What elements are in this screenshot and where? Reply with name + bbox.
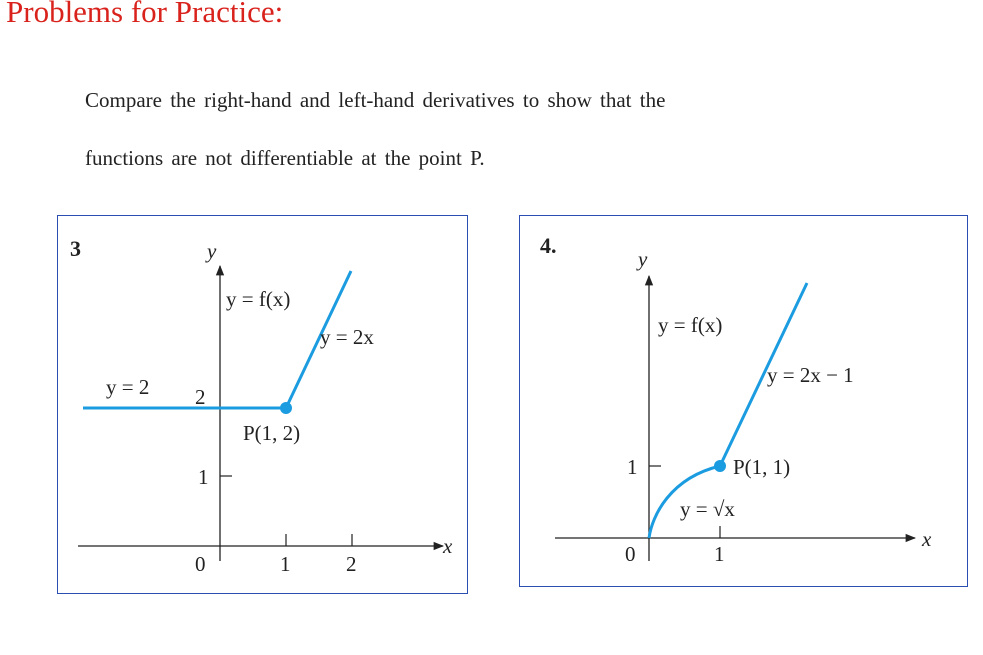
- page-title: Problems for Practice:: [6, 0, 284, 29]
- y-axis-label: y: [207, 239, 217, 263]
- x-axis-label: x: [443, 534, 453, 558]
- y-axis-label: y: [638, 247, 648, 271]
- function-label: y = f(x): [226, 287, 291, 311]
- right-piece-label: y = 2x: [320, 325, 374, 349]
- instruction-line-1: Compare the right-hand and left-hand derivatives to show that the: [85, 88, 666, 112]
- point-label: P(1, 2): [243, 421, 301, 445]
- point-p: [714, 460, 726, 472]
- problem-3-graph-panel: [57, 215, 468, 594]
- origin-label: 0: [195, 552, 206, 576]
- origin-label: 0: [625, 542, 636, 566]
- y-tick-label-1: 1: [198, 465, 209, 489]
- x-tick-label-1: 1: [280, 552, 291, 576]
- problem-3-graph: [58, 216, 467, 593]
- problem-3-number: 3: [70, 236, 81, 261]
- x-tick-label-1: 1: [714, 542, 725, 566]
- problem-4-graph-panel: [519, 215, 968, 587]
- instruction-line-2: functions are not differentiable at the point P.: [85, 146, 485, 170]
- y-tick-label-1: 1: [627, 455, 638, 479]
- x-tick-label-2: 2: [346, 552, 357, 576]
- point-p: [280, 402, 292, 414]
- problem-4-number: 4.: [540, 233, 557, 258]
- x-axis-label: x: [922, 527, 932, 551]
- function-label: y = f(x): [658, 313, 723, 337]
- problem-4-graph: [520, 216, 967, 586]
- left-piece-label: y = 2: [106, 375, 150, 399]
- point-label: P(1, 1): [733, 455, 791, 479]
- y-tick-label-2: 2: [195, 385, 206, 409]
- left-piece-label: y = √x: [680, 497, 735, 521]
- right-piece-label: y = 2x − 1: [767, 363, 854, 387]
